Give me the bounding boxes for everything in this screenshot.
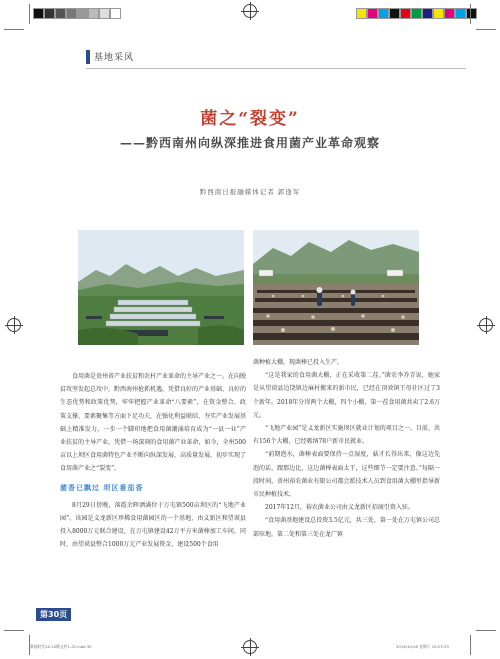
section-subheading: 菌香已飘过 坝区番茄香 — [60, 483, 144, 492]
header-divider — [86, 68, 466, 69]
color-swatch — [88, 8, 99, 19]
paragraph: “食用菌基地建设总投资3.5亿元，共三处，第一处在万屯镇公司总部驻地，第二处和第三处在龙广镇 — [253, 517, 440, 538]
paragraph: 食用菌是贵州省产业扶贫和农村产业革命的主导产业之一。在向脱贫攻坚发起总攻中，黔西南州抢抓机遇，凭借良好的产业基础、良好的生态优势和政策优势，牢牢把握产业革命“八要素”，在资金整合、政策支撑、要素聚集等方面下足功夫，在强化利益联结、夯实产业发展基础上精准发力，一步一个脚印地把食用菌潮涌培育成为“一县一业”产业扶贫的主导产业。凭借一场深刻的食用菌产业革命，如今，全州500亩以上坝区食用菌特色产业不断向纵深发展、高质量发展，初步实现了食用菌产业之“裂变”。 — [60, 373, 247, 473]
paragraph: “前期泡水，菌棒表面要保持一点湿度，菇才长得出来，像这边先泡的话，跟那边比，这边菌棒表面太干，这些细节一定要注意。”每隔一段时间，贵州裕农菌业有限公司都会派技术人员到食用菌大棚里指导新市民种植技术。 — [253, 451, 440, 499]
color-swatch — [400, 8, 411, 19]
color-swatch — [466, 8, 477, 19]
article-column-left — [60, 370, 246, 552]
paragraph: 菌种植大棚，现菌棒已投入生产。 — [253, 359, 344, 366]
color-swatch — [455, 8, 466, 19]
article-byline: 黔西南日报融媒体记者 郭逢军 — [199, 188, 301, 196]
color-swatch — [55, 8, 66, 19]
color-swatches — [356, 8, 477, 19]
photo-greenhouse-valley — [78, 230, 244, 345]
print-slug-left: 赛前时代20.10期文件1-32.indd 30 — [30, 644, 92, 649]
color-swatch — [44, 8, 55, 19]
article-column-right — [253, 356, 440, 541]
color-swatch — [411, 8, 422, 19]
trim-mark — [4, 630, 24, 631]
color-swatch — [433, 8, 444, 19]
trim-mark — [470, 635, 471, 655]
color-swatch — [389, 8, 400, 19]
registration-mark-icon — [241, 638, 259, 656]
color-swatch — [444, 8, 455, 19]
print-slug-right: 2019/10/18 星期六 15:23:33 — [396, 644, 449, 649]
paragraph: “这是我家的食用菌大棚，正在采收第二茬。”菌农李乔青说，她家是从望谟县边饶镇边麻村搬来的新市民，已经在顶效镇王母社区过了3个新年。2018年分得两个大棚，四个小棚，第一茬食用菌共卖了2.6万元。 — [253, 372, 440, 419]
paragraph: 8月29日傍晚，落霞余晖洒满位于万屯镇500亩坝区的“飞地产业园”。该园是义龙新区珍稀食用菌园区的一个基地，由义新区和望谟县投入8000万元联合建设，在万屯镇建设42万平方米菌棒加工车间，同时，由望谟县整合1000万元产业发展资金，建设500个食用 — [60, 501, 246, 549]
trim-mark — [4, 29, 24, 30]
registration-mark-icon — [477, 316, 495, 334]
color-swatch — [422, 8, 433, 19]
section-label: 基地采风 — [94, 53, 135, 63]
article-subtitle: ——黔西南州向纵深推进食用菌产业革命观察 — [119, 136, 380, 150]
page-number: 第30页 — [36, 608, 71, 621]
registration-mark-icon — [5, 316, 23, 334]
trim-mark — [476, 630, 496, 631]
grayscale-swatches — [33, 8, 121, 19]
trim-mark — [476, 29, 496, 30]
paragraph: “飞地产业园”是义龙新区实施坝区就业计划的项目之一。目前，共有156个大棚，已经吸纳78户新市民就业。 — [253, 425, 440, 446]
color-swatch — [99, 8, 110, 19]
color-swatch — [110, 8, 121, 19]
trim-mark — [470, 4, 471, 24]
section-marker — [86, 50, 90, 64]
article-title: 菌之“裂变” — [200, 109, 300, 129]
color-swatch — [33, 8, 44, 19]
color-swatch — [367, 8, 378, 19]
color-swatch — [66, 8, 77, 19]
trim-mark — [29, 4, 30, 24]
paragraph: 2017年12月，裕农菌业公司由义龙新区招商引资入驻。 — [265, 504, 414, 512]
photo-mushroom-field — [253, 230, 419, 345]
color-swatch — [356, 8, 367, 19]
registration-mark-icon — [241, 2, 259, 20]
color-swatch — [378, 8, 389, 19]
color-swatch — [77, 8, 88, 19]
